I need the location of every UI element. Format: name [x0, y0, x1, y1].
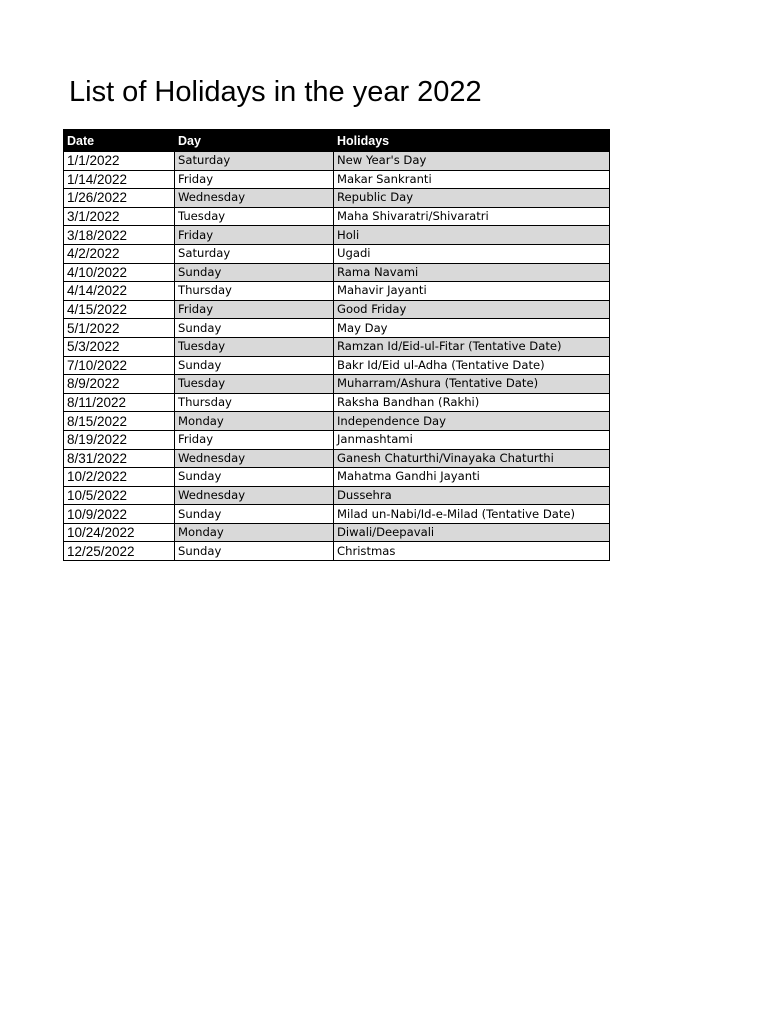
cell-day: Sunday — [175, 356, 334, 375]
cell-date: 10/9/2022 — [64, 505, 175, 524]
cell-date: 3/18/2022 — [64, 226, 175, 245]
cell-date: 10/24/2022 — [64, 523, 175, 542]
table-row — [64, 505, 610, 524]
cell-date: 4/14/2022 — [64, 282, 175, 301]
cell-date: 8/19/2022 — [64, 430, 175, 449]
table-row — [64, 523, 610, 542]
cell-holiday: Ganesh Chaturthi/Vinayaka Chaturthi — [334, 449, 610, 468]
cell-holiday: Republic Day — [334, 189, 610, 208]
cell-day: Wednesday — [175, 189, 334, 208]
cell-day: Sunday — [175, 263, 334, 282]
cell-holiday: Rama Navami — [334, 263, 610, 282]
table-row — [64, 207, 610, 226]
cell-date: 5/1/2022 — [64, 319, 175, 338]
table-row — [64, 542, 610, 561]
cell-day: Monday — [175, 523, 334, 542]
cell-date: 4/2/2022 — [64, 244, 175, 263]
cell-day: Monday — [175, 412, 334, 431]
table-row — [64, 430, 610, 449]
cell-day: Tuesday — [175, 375, 334, 394]
cell-day: Friday — [175, 226, 334, 245]
table-row — [64, 393, 610, 412]
table-row — [64, 170, 610, 189]
cell-date: 12/25/2022 — [64, 542, 175, 561]
cell-date: 4/15/2022 — [64, 300, 175, 319]
cell-holiday: Christmas — [334, 542, 610, 561]
cell-day: Friday — [175, 170, 334, 189]
cell-holiday: Maha Shivaratri/Shivaratri — [334, 207, 610, 226]
cell-holiday: Bakr Id/Eid ul-Adha (Tentative Date) — [334, 356, 610, 375]
cell-day: Wednesday — [175, 486, 334, 505]
table-row — [64, 319, 610, 338]
cell-day: Sunday — [175, 505, 334, 524]
table-row — [64, 300, 610, 319]
cell-date: 8/9/2022 — [64, 375, 175, 394]
cell-date: 5/3/2022 — [64, 337, 175, 356]
cell-holiday: Raksha Bandhan (Rakhi) — [334, 393, 610, 412]
cell-holiday: Ramzan Id/Eid-ul-Fitar (Tentative Date) — [334, 337, 610, 356]
cell-holiday: Makar Sankranti — [334, 170, 610, 189]
cell-date: 8/31/2022 — [64, 449, 175, 468]
column-header-date: Date — [64, 130, 175, 152]
cell-date: 10/5/2022 — [64, 486, 175, 505]
holiday-table — [63, 129, 610, 561]
cell-day: Sunday — [175, 468, 334, 487]
holiday-table-body — [64, 152, 610, 561]
cell-day: Friday — [175, 300, 334, 319]
table-row — [64, 375, 610, 394]
cell-holiday: Mahavir Jayanti — [334, 282, 610, 301]
page-title: List of Holidays in the year 2022 — [69, 76, 482, 108]
cell-date: 4/10/2022 — [64, 263, 175, 282]
cell-holiday: Muharram/Ashura (Tentative Date) — [334, 375, 610, 394]
cell-holiday: Dussehra — [334, 486, 610, 505]
cell-day: Tuesday — [175, 207, 334, 226]
cell-date: 10/2/2022 — [64, 468, 175, 487]
cell-day: Saturday — [175, 152, 334, 171]
cell-day: Sunday — [175, 319, 334, 338]
cell-holiday: Janmashtami — [334, 430, 610, 449]
table-row — [64, 152, 610, 171]
table-row — [64, 263, 610, 282]
cell-holiday: Good Friday — [334, 300, 610, 319]
table-row — [64, 449, 610, 468]
cell-date: 8/15/2022 — [64, 412, 175, 431]
cell-holiday: Holi — [334, 226, 610, 245]
table-row — [64, 282, 610, 301]
cell-date: 3/1/2022 — [64, 207, 175, 226]
cell-day: Friday — [175, 430, 334, 449]
table-row — [64, 226, 610, 245]
cell-day: Thursday — [175, 393, 334, 412]
cell-day: Sunday — [175, 542, 334, 561]
table-row — [64, 412, 610, 431]
table-row — [64, 486, 610, 505]
cell-holiday: Independence Day — [334, 412, 610, 431]
cell-holiday: New Year's Day — [334, 152, 610, 171]
column-header-day: Day — [175, 130, 334, 152]
table-row — [64, 356, 610, 375]
cell-date: 1/1/2022 — [64, 152, 175, 171]
cell-holiday: Milad un-Nabi/Id-e-Milad (Tentative Date) — [334, 505, 610, 524]
cell-day: Wednesday — [175, 449, 334, 468]
cell-day: Tuesday — [175, 337, 334, 356]
cell-date: 7/10/2022 — [64, 356, 175, 375]
table-header-row — [64, 130, 610, 152]
cell-day: Thursday — [175, 282, 334, 301]
cell-holiday: Ugadi — [334, 244, 610, 263]
cell-holiday: May Day — [334, 319, 610, 338]
table-row — [64, 244, 610, 263]
table-row — [64, 468, 610, 487]
cell-day: Saturday — [175, 244, 334, 263]
table-row — [64, 337, 610, 356]
cell-holiday: Diwali/Deepavali — [334, 523, 610, 542]
cell-date: 8/11/2022 — [64, 393, 175, 412]
cell-date: 1/26/2022 — [64, 189, 175, 208]
cell-date: 1/14/2022 — [64, 170, 175, 189]
cell-holiday: Mahatma Gandhi Jayanti — [334, 468, 610, 487]
table-row — [64, 189, 610, 208]
column-header-holidays: Holidays — [334, 130, 610, 152]
